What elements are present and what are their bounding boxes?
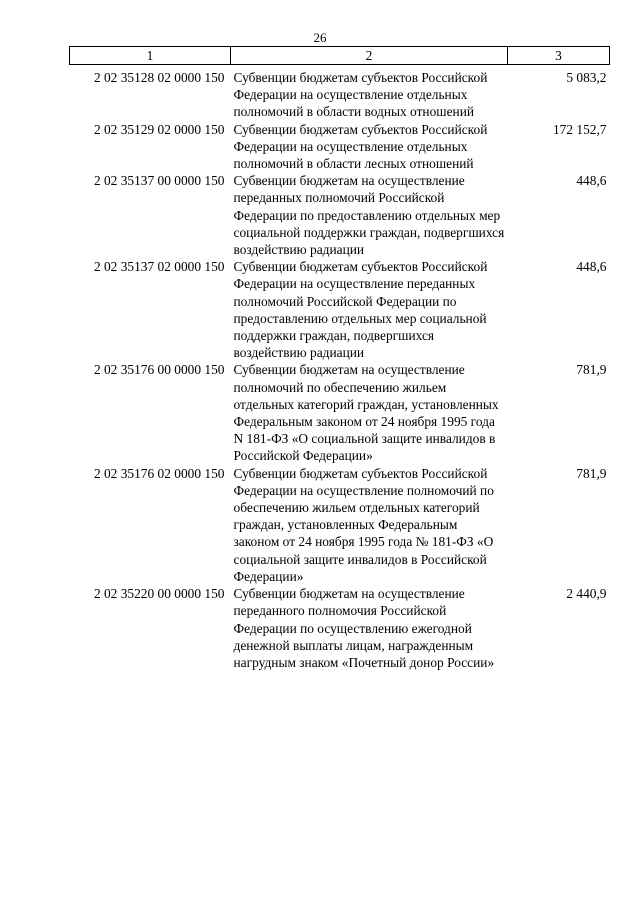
header-col-amount: 3 (508, 47, 610, 65)
header-row (70, 47, 610, 65)
table-row (70, 121, 610, 173)
header-col-code: 1 (70, 47, 231, 65)
row-name: Субвенции бюджетам на осуществление переданных полномочий Российской Федерации по предоставлению отдельных мер социальной поддержки граждан, подвергшихся воздействию радиации (233, 173, 505, 258)
table-header (70, 47, 610, 65)
page-number: 26 (313, 30, 327, 45)
row-name: Субвенции бюджетам субъектов Российской Федерации на осуществление отдельных полномочий в области лесных отношений (233, 121, 488, 172)
row-name: Субвенции бюджетам на осуществление полномочий по обеспечению жильем отдельных категорий граждан, установленных Федеральным законом от 24 ноября 1995 года N 181-ФЗ «О социальной защите инвалидов в Российской Федерации» (233, 362, 499, 464)
table-row (70, 361, 610, 464)
table-row (70, 258, 610, 361)
row-code: 2 02 35220 00 0000 150 (93, 586, 225, 602)
row-amount: 781,9 (576, 362, 607, 378)
budget-table (69, 46, 610, 671)
row-amount: 781,9 (576, 465, 607, 481)
table-row (70, 65, 610, 121)
row-code: 2 02 35128 02 0000 150 (93, 70, 225, 85)
table-row (70, 585, 610, 671)
row-code: 2 02 35137 00 0000 150 (93, 173, 225, 189)
row-name: Субвенции бюджетам субъектов Российской Федерации на осуществление отдельных полномочий в области водных отношений (233, 70, 488, 120)
table-row (70, 172, 610, 258)
row-code: 2 02 35129 02 0000 150 (93, 121, 225, 137)
row-code: 2 02 35176 02 0000 150 (93, 465, 225, 481)
row-amount: 448,6 (576, 259, 607, 275)
row-amount: 448,6 (576, 173, 607, 189)
row-code: 2 02 35176 00 0000 150 (93, 362, 225, 378)
row-name: Субвенции бюджетам на осуществление переданного полномочия Российской Федерации по осуществлению ежегодной денежной выплаты лицам, награжденным нагрудным знаком «Почетный донор России» (233, 586, 495, 670)
row-amount: 2 440,9 (566, 586, 607, 602)
row-code: 2 02 35137 02 0000 150 (93, 259, 225, 275)
table-body (70, 65, 610, 672)
row-name: Субвенции бюджетам субъектов Российской Федерации на осуществление полномочий по обеспечению жильем отдельных категорий граждан, установленных Федеральным законом от 24 ноября 1995 года № 181-ФЗ «О социальной защите инвалидов в Российской Федерации» (233, 465, 494, 584)
table-row (70, 465, 610, 585)
row-name: Субвенции бюджетам субъектов Российской Федерации на осуществление переданных полномочий Российской Федерации по предоставлению отдельных мер социальной поддержки граждан, подвергшихся воздействию радиации (233, 259, 488, 361)
row-amount: 172 152,7 (552, 121, 607, 137)
header-col-name: 2 (231, 47, 508, 65)
row-amount: 5 083,2 (566, 70, 607, 85)
